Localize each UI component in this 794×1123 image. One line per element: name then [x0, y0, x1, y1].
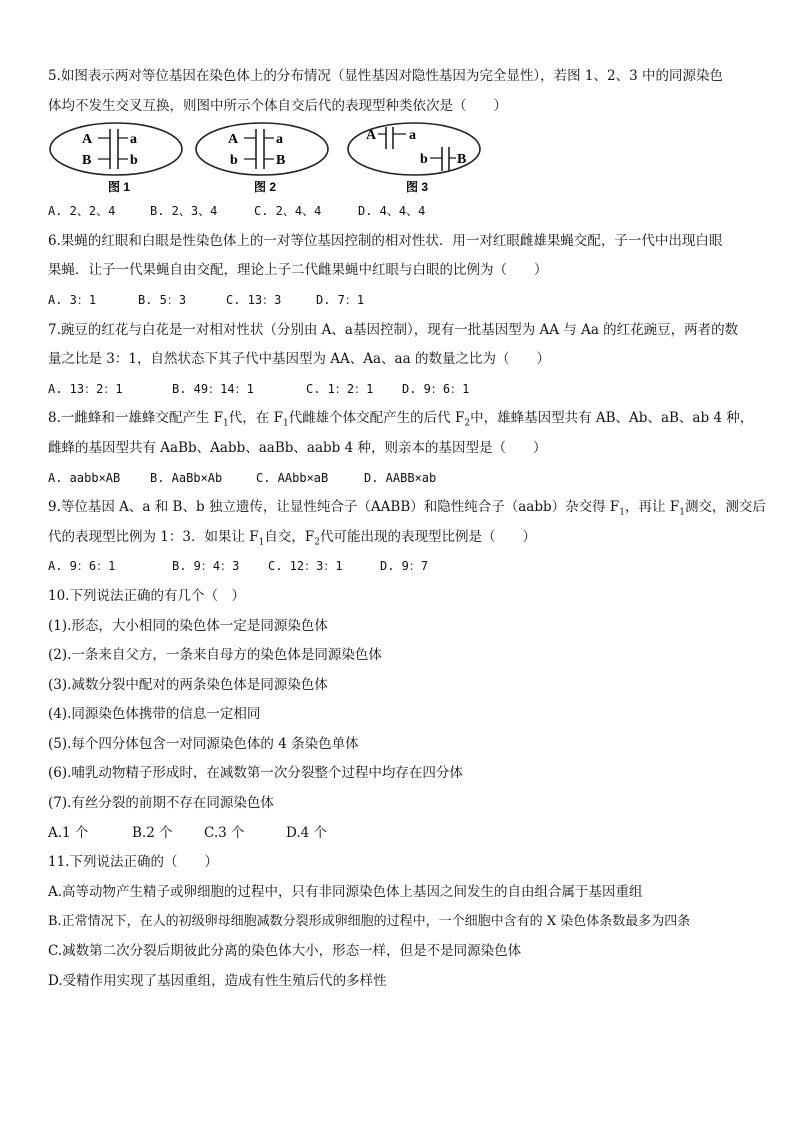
q10-statement-6: (6).哺乳动物精子形成时，在减数第一次分裂整个过程中均存在四分体 [48, 765, 463, 782]
q9-option-a[interactable]: A. 9：6：1 [48, 559, 116, 574]
q6-stem-line2: 果蝇．让子一代果蝇自由交配，理论上子二代雌果蝇中红眼与白眼的比例为（ ） [48, 262, 548, 279]
q11-option-b[interactable]: B.正常情况下，在人的初级卵母细胞减数分裂形成卵细胞的过程中，一个细胞中含有的 X 染色体条数最多为四条 [48, 914, 691, 930]
q5-stem-line2: 体均不发生交叉互换，则图中所示个体自交后代的表现型种类依次是（ ） [48, 97, 507, 114]
q7-option-d[interactable]: D. 9：6：1 [402, 381, 470, 396]
q6-option-c[interactable]: C. 13：3 [226, 292, 282, 307]
q11-stem: 11.下列说法正确的（ ） [48, 854, 218, 871]
q11-option-a[interactable]: A.高等动物产生精子或卵细胞的过程中，只有非同源染色体上基因之间发生的自由组合属于基因重组 [48, 883, 643, 900]
figure-3 [346, 121, 484, 197]
q6-option-d[interactable]: D. 7：1 [316, 292, 365, 307]
fig3-allele-br: B [457, 152, 467, 168]
q5-stem-line1: 5.如图表示两对等位基因在染色体上的分布情况（显性基因对隐性基因为完全显性），若图 1、2、3 中的同源染色 [48, 68, 723, 84]
q10-option-b[interactable]: B.2 个 [132, 824, 173, 841]
fig3-allele-bl: b [420, 152, 428, 168]
fig2-allele-bl: b [230, 153, 238, 169]
fig2-allele-tr: a [276, 132, 283, 148]
q8-stem-line2: 雌蜂的基因型共有 AaBb、Aabb、aaBb、aabb 4 种，则亲本的基因型是（ ） [48, 439, 547, 456]
fig1-allele-br: b [130, 153, 138, 169]
figure-2 [194, 121, 332, 197]
q10-statement-4: (4).同源染色体携带的信息一定相同 [48, 706, 261, 723]
fig1-allele-tr: a [130, 132, 137, 148]
q7-stem-line1: 7.豌豆的红花与白花是一对相对性状（分别由 A、a基因控制），现有一批基因型为 AA 与 Aa 的红花豌豆，两者的数 [48, 321, 739, 338]
q10-stem: 10.下列说法正确的有几个（ ） [48, 587, 245, 604]
fig1-allele-tl: A [82, 132, 93, 148]
q10-statement-7: (7).有丝分裂的前期不存在同源染色体 [48, 795, 274, 812]
fig2-allele-tl: A [228, 132, 239, 148]
q7-options [48, 375, 748, 405]
q11-option-c[interactable]: C.减数第二次分裂后期彼此分离的染色体大小，形态一样，但是不是同源染色体 [48, 943, 522, 960]
q9-stem-line1: 9.等位基因 A、a 和 B、b 独立遗传，让显性纯合子（AABB）和隐性纯合子（aabb）杂交得 $F_1$，再让 $F_1$测交，测交后 [48, 499, 766, 518]
q6-option-a[interactable]: A. 3：1 [48, 292, 97, 307]
fig2-caption: 图 2 [254, 180, 277, 195]
q7-option-a[interactable]: A. 13：2：1 [48, 381, 123, 396]
fig3-caption: 图 3 [406, 180, 429, 195]
q10-option-d[interactable]: D.4 个 [286, 824, 328, 841]
fig3-allele-tl: A [366, 128, 377, 144]
q11-option-d[interactable]: D.受精作用实现了基因重组，造成有性生殖后代的多样性 [48, 972, 387, 989]
q5-figures [48, 121, 748, 197]
q8-options [48, 464, 748, 494]
q5-option-d[interactable]: D. 4、4、4 [358, 204, 426, 219]
q6-stem-line1: 6.果蝇的红眼和白眼是性染色体上的一对等位基因控制的相对性状．用一对红眼雌雄果蝇交配，子一代中出现白眼 [48, 232, 723, 249]
q8-option-d[interactable]: D. AABB×ab [364, 470, 437, 485]
fig3-allele-tr: a [409, 128, 416, 144]
q9-options [48, 552, 748, 582]
figure-1 [48, 121, 186, 197]
q7-stem-line2: 量之比是 3：1，自然状态下其子代中基因型为 AA、Aa、aa 的数量之比为（ ） [48, 351, 550, 368]
q6-options [48, 286, 748, 316]
q9-option-b[interactable]: B. 9：4：3 [172, 559, 240, 574]
q5-options [48, 197, 748, 227]
q8-option-a[interactable]: A. aabb×AB [48, 470, 121, 485]
q5-option-c[interactable]: C. 2、4、4 [254, 204, 322, 219]
worksheet [48, 62, 766, 996]
q6-option-b[interactable]: B. 5：3 [138, 292, 187, 307]
q7-option-b[interactable]: B. 49：14：1 [172, 381, 254, 396]
q10-option-a[interactable]: A.1 个 [48, 824, 89, 841]
q10-statement-3: (3).减数分裂中配对的两条染色体是同源染色体 [48, 676, 328, 693]
q8-option-c[interactable]: C. AAbb×aB [256, 470, 329, 485]
fig1-caption: 图 1 [108, 180, 131, 195]
q5-option-b[interactable]: B. 2、3、4 [150, 204, 218, 219]
fig1-allele-bl: B [82, 153, 92, 169]
fig2-allele-br: B [276, 153, 286, 169]
q10-option-c[interactable]: C.3 个 [204, 824, 245, 841]
q9-stem-line2: 代的表现型比例为 1：3．如果让 $F_1$自交，$F_2$代可能出现的表现型比例是（ ） [48, 528, 536, 548]
q10-statement-2: (2).一条来自父方，一条来自母方的染色体是同源染色体 [48, 647, 382, 664]
q9-option-d[interactable]: D. 9：7 [380, 559, 429, 574]
q10-options [48, 819, 748, 849]
q5-option-a[interactable]: A. 2、2、4 [48, 204, 116, 219]
q7-option-c[interactable]: C. 1：2：1 [306, 381, 374, 396]
q8-stem-line1: 8.一雌蜂和一雄蜂交配产生 $F_1$代，在 $F_1$代雌雄个体交配产生的后代 $F_2$中，雄蜂基因型共有 AB、Ab、aB、ab 4 种， [48, 410, 754, 430]
q9-option-c[interactable]: C. 12：3：1 [268, 559, 343, 574]
q10-statement-5: (5).每个四分体包含一对同源染色体的 4 条染色单体 [48, 735, 359, 752]
q8-option-b[interactable]: B. AaBb×Ab [150, 470, 223, 485]
q10-statement-1: (1).形态，大小相同的染色体一定是同源染色体 [48, 617, 328, 634]
